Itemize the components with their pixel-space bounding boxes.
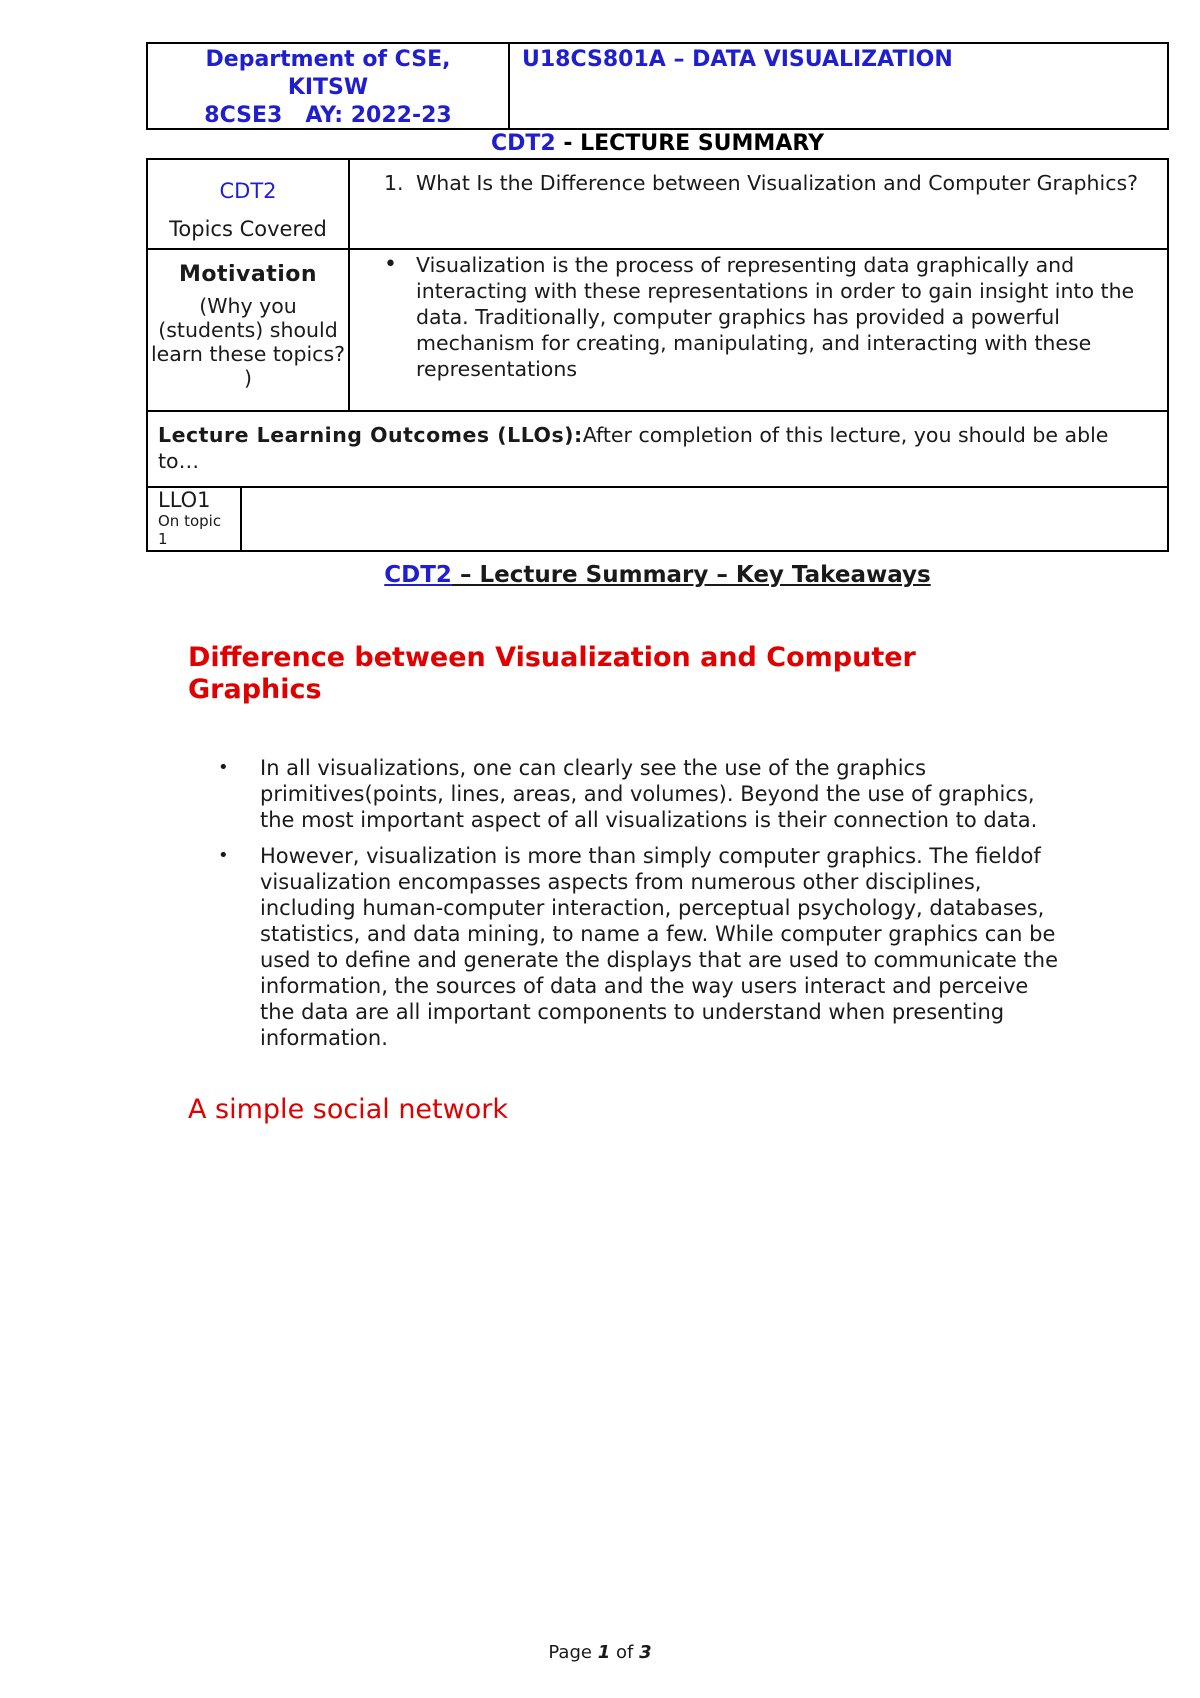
llo-intro-text: After completion of this lecture, you should be able to… — [158, 423, 1109, 473]
bullet-icon: • — [218, 845, 229, 866]
key-takeaways-code: CDT2 — [384, 562, 452, 588]
llo1-label-cell — [148, 488, 242, 550]
summary-code: CDT2 — [490, 131, 556, 156]
summary-label: - LECTURE SUMMARY — [555, 131, 825, 156]
llo1-content-cell — [242, 488, 1167, 550]
list-item-text: In all visualizations, one can clearly see the use of the graphics primitives(points, lines, areas, and volumes). Beyond the use of graphics, the most important aspect of all visualizations is their connection to data. — [260, 756, 1038, 832]
department-name: Department of CSE, — [205, 47, 451, 72]
current-page: 1 — [597, 1642, 611, 1663]
list-item-text: However, visualization is more than simply computer graphics. The fieldof visualization encompasses aspects from numerous other disciplines, including human-computer interaction, perceptual psychology, databases, statistics, and data mining, to name a few. While computer graphics can be used to define and generate the displays that are used to communicate the information, the sources of data and the way users interact and perceive the data are all important components to understand when presenting information. — [260, 844, 1058, 1050]
course-cell — [510, 44, 1167, 128]
course-title: U18CS801A – DATA VISUALIZATION — [522, 47, 953, 72]
bullet-icon: • — [218, 757, 229, 778]
topic-number: 1. — [384, 171, 404, 195]
motivation-text: Visualization is the process of representing data graphically and interacting with these representations in order to gain insight into the data. Traditionally, computer graphics has provided a powerful mechanism for creating, manipulating, and interacting with these representations — [416, 253, 1135, 381]
list-item — [218, 755, 1058, 833]
motivation-label-cell — [148, 250, 350, 410]
motivation-item — [384, 252, 1155, 382]
bullet-icon: • — [384, 252, 397, 277]
page-footer — [0, 1642, 1200, 1663]
motivation-row — [148, 250, 1167, 412]
topic-text: What Is the Difference between Visualization and Computer Graphics? — [416, 171, 1139, 195]
topics-label: Topics Covered — [169, 217, 327, 241]
key-takeaways-title — [146, 560, 1169, 590]
department-cell — [148, 44, 510, 128]
section-heading-difference: Difference between Visualization and Computer Graphics — [188, 642, 916, 705]
llo-header-row — [148, 412, 1167, 488]
institute-name: KITSW — [287, 75, 369, 100]
header-table — [146, 42, 1169, 130]
motivation-content-cell — [350, 250, 1167, 410]
llo1-sub: On topic 1 — [158, 512, 222, 548]
list-item — [218, 843, 1058, 1051]
key-takeaways-label: – Lecture Summary – Key Takeaways — [451, 562, 931, 588]
topic-item — [384, 170, 1155, 196]
topics-label-cell — [148, 160, 350, 248]
difference-bullet-list — [218, 755, 1058, 1061]
topics-content-cell — [350, 160, 1167, 248]
class-year: 8CSE3 AY: 2022-23 — [204, 103, 452, 128]
total-pages: 3 — [639, 1642, 652, 1663]
page-word: Page — [548, 1642, 592, 1663]
section-heading-social-network: A simple social network — [188, 1094, 508, 1125]
llo-heading: Lecture Learning Outcomes (LLOs): — [158, 423, 583, 447]
motivation-why: (Why you (students) should learn these topics? ) — [150, 294, 346, 390]
lecture-summary-title — [146, 130, 1169, 158]
topics-row — [148, 160, 1167, 250]
llo-intro — [158, 422, 1155, 486]
of-word: of — [615, 1642, 634, 1663]
motivation-label: Motivation — [178, 262, 318, 287]
topics-code: CDT2 — [219, 179, 277, 203]
llo1-row — [148, 488, 1167, 550]
summary-table — [146, 158, 1169, 552]
llo1-label: LLO1 — [158, 488, 211, 512]
